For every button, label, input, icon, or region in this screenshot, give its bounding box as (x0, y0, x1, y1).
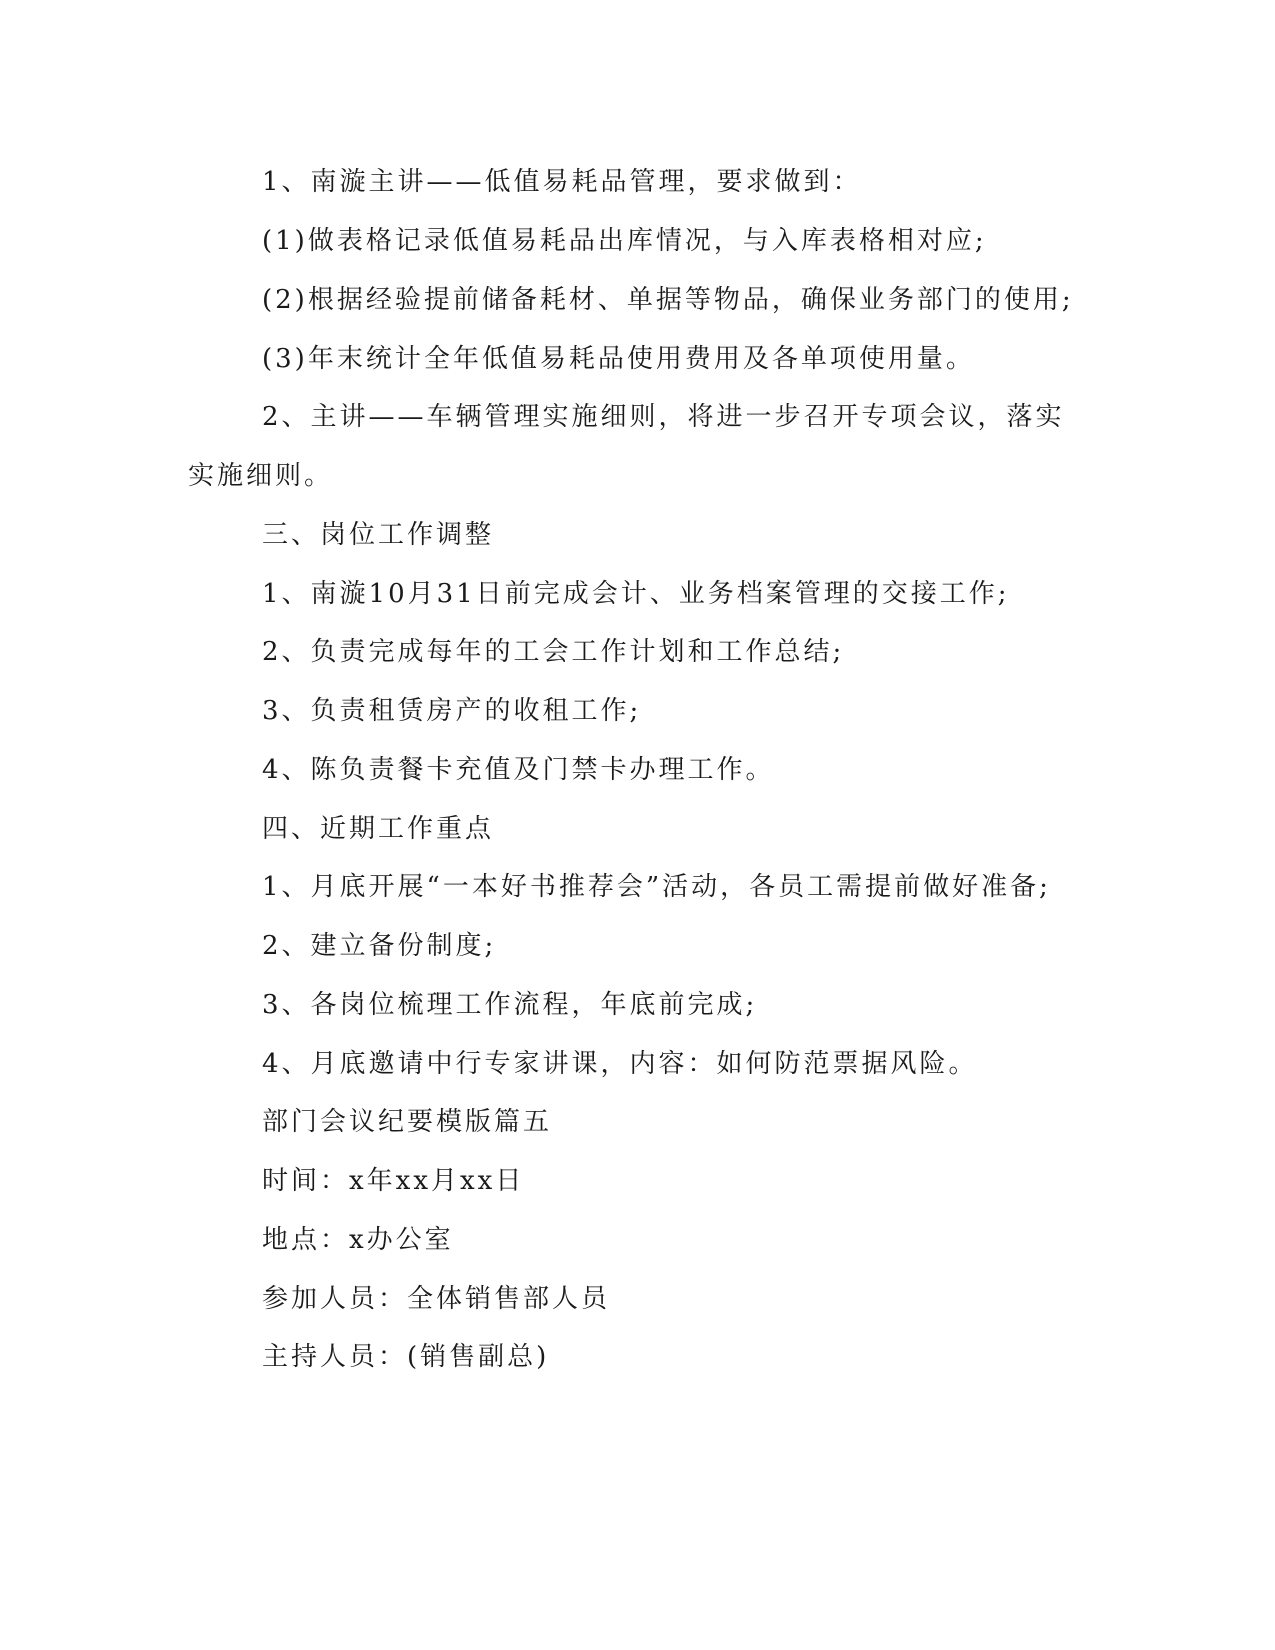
item-2-title: 2、主讲——车辆管理实施细则，将进一步召开专项会议，落实 (262, 402, 1065, 432)
section-4-item-3: 3、各岗位梳理工作流程，年底前完成; (262, 990, 758, 1020)
section-3-item-1: 1、南漩10月31日前完成会计、业务档案管理的交接工作; (262, 579, 1010, 609)
section-4-item-4: 4、月底邀请中行专家讲课，内容：如何防范票据风险。 (262, 1049, 978, 1079)
item-2-continuation: 实施细则。 (188, 461, 334, 491)
meeting-host: 主持人员：(销售副总) (262, 1342, 550, 1372)
section-4-item-2: 2、建立备份制度; (262, 931, 497, 961)
section-3-item-3: 3、负责租赁房产的收租工作; (262, 696, 642, 726)
meeting-time: 时间：x年xx月xx日 (262, 1166, 525, 1196)
item-1-sub-3: (3)年末统计全年低值易耗品使用费用及各单项使用量。 (262, 344, 975, 374)
meeting-attendees: 参加人员：全体销售部人员 (262, 1284, 611, 1314)
template-title: 部门会议纪要模版篇五 (262, 1107, 553, 1137)
section-4-heading: 四、近期工作重点 (262, 814, 495, 844)
item-1-sub-2: (2)根据经验提前储备耗材、单据等物品，确保业务部门的使用; (262, 285, 1074, 315)
section-3-heading: 三、岗位工作调整 (262, 520, 495, 550)
section-3-item-4: 4、陈负责餐卡充值及门禁卡办理工作。 (262, 755, 775, 785)
item-1-sub-1: (1)做表格记录低值易耗品出库情况，与入库表格相对应; (262, 226, 987, 256)
section-4-item-1: 1、月底开展“一本好书推荐会”活动，各员工需提前做好准备; (262, 872, 1051, 902)
item-1-title: 1、南漩主讲——低值易耗品管理，要求做到： (262, 167, 862, 197)
section-3-item-2: 2、负责完成每年的工会工作计划和工作总结; (262, 637, 845, 667)
meeting-location: 地点：x办公室 (262, 1225, 454, 1255)
